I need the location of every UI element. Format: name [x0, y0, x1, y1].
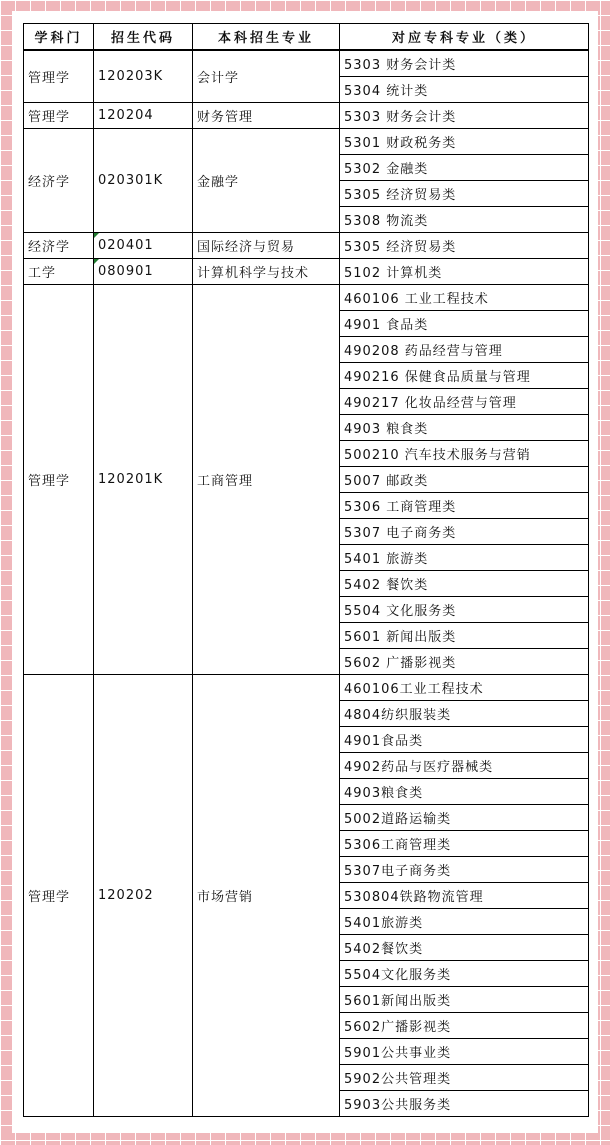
table-row [24, 259, 589, 285]
matched-major-cell: 5302 金融类 [340, 155, 589, 181]
discipline-cell: 管理学 [24, 285, 94, 675]
matched-major-cell: 5601 新闻出版类 [340, 623, 589, 649]
matched-major-cell: 4901 食品类 [340, 311, 589, 337]
major-cell: 财务管理 [193, 103, 340, 129]
discipline-cell: 经济学 [24, 129, 94, 233]
table-row [24, 103, 589, 129]
matched-major-cell: 5306工商管理类 [340, 831, 589, 857]
matched-major-cell: 500210 汽车技术服务与营销 [340, 441, 589, 467]
matched-major-cell: 5401 旅游类 [340, 545, 589, 571]
matched-major-cell: 5901公共事业类 [340, 1039, 589, 1065]
matched-major-cell: 5602广播影视类 [340, 1013, 589, 1039]
matched-major-cell: 5903公共服务类 [340, 1091, 589, 1117]
matched-major-cell: 5402餐饮类 [340, 935, 589, 961]
discipline-cell: 管理学 [24, 675, 94, 1117]
header-discipline: 学科门 [24, 24, 94, 51]
matched-major-cell: 460106 工业工程技术 [340, 285, 589, 311]
matched-major-cell: 490216 保健食品质量与管理 [340, 363, 589, 389]
code-cell: 120203K [94, 50, 193, 103]
matched-major-cell: 5301 财政税务类 [340, 129, 589, 155]
major-cell: 会计学 [193, 50, 340, 103]
matched-major-cell: 4804纺织服装类 [340, 701, 589, 727]
matched-major-cell: 4903粮食类 [340, 779, 589, 805]
header-major: 本科招生专业 [193, 24, 340, 51]
matched-major-cell: 5902公共管理类 [340, 1065, 589, 1091]
header-code: 招生代码 [94, 24, 193, 51]
matched-major-cell: 4902药品与医疗器械类 [340, 753, 589, 779]
major-mapping-table [23, 23, 589, 1117]
matched-major-cell: 5401旅游类 [340, 909, 589, 935]
matched-major-cell: 5304 统计类 [340, 77, 589, 103]
matched-major-cell: 4903 粮食类 [340, 415, 589, 441]
matched-major-cell: 5007 邮政类 [340, 467, 589, 493]
matched-major-cell: 5303 财务会计类 [340, 50, 589, 77]
matched-major-cell: 5504 文化服务类 [340, 597, 589, 623]
table-body [24, 50, 589, 1117]
header-row [24, 24, 589, 51]
matched-major-cell: 5601新闻出版类 [340, 987, 589, 1013]
discipline-cell: 经济学 [24, 233, 94, 259]
discipline-cell: 管理学 [24, 103, 94, 129]
code-cell: 020401 [94, 233, 193, 259]
code-cell: 120202 [94, 675, 193, 1117]
discipline-cell: 管理学 [24, 50, 94, 103]
matched-major-cell: 5305 经济贸易类 [340, 233, 589, 259]
matched-major-cell: 5307电子商务类 [340, 857, 589, 883]
matched-major-cell: 4901食品类 [340, 727, 589, 753]
matched-major-cell: 5504文化服务类 [340, 961, 589, 987]
major-cell: 市场营销 [193, 675, 340, 1117]
matched-major-cell: 460106工业工程技术 [340, 675, 589, 701]
table-row [24, 50, 589, 77]
matched-major-cell: 5602 广播影视类 [340, 649, 589, 675]
matched-major-cell: 5306 工商管理类 [340, 493, 589, 519]
code-cell: 020301K [94, 129, 193, 233]
table-row [24, 675, 589, 701]
discipline-cell: 工学 [24, 259, 94, 285]
matched-major-cell: 5307 电子商务类 [340, 519, 589, 545]
code-cell: 120201K [94, 285, 193, 675]
matched-major-cell: 5002道路运输类 [340, 805, 589, 831]
matched-major-cell: 530804铁路物流管理 [340, 883, 589, 909]
major-cell: 国际经济与贸易 [193, 233, 340, 259]
matched-major-cell: 490217 化妆品经营与管理 [340, 389, 589, 415]
table-row [24, 129, 589, 155]
major-cell: 计算机科学与技术 [193, 259, 340, 285]
matched-major-cell: 5303 财务会计类 [340, 103, 589, 129]
code-cell: 120204 [94, 103, 193, 129]
code-cell: 080901 [94, 259, 193, 285]
major-cell: 金融学 [193, 129, 340, 233]
header-matches: 对应专科专业（类） [340, 24, 589, 51]
table-row [24, 285, 589, 311]
major-cell: 工商管理 [193, 285, 340, 675]
matched-major-cell: 490208 药品经营与管理 [340, 337, 589, 363]
document-sheet [12, 11, 598, 1133]
table-row [24, 233, 589, 259]
matched-major-cell: 5102 计算机类 [340, 259, 589, 285]
matched-major-cell: 5308 物流类 [340, 207, 589, 233]
matched-major-cell: 5402 餐饮类 [340, 571, 589, 597]
matched-major-cell: 5305 经济贸易类 [340, 181, 589, 207]
